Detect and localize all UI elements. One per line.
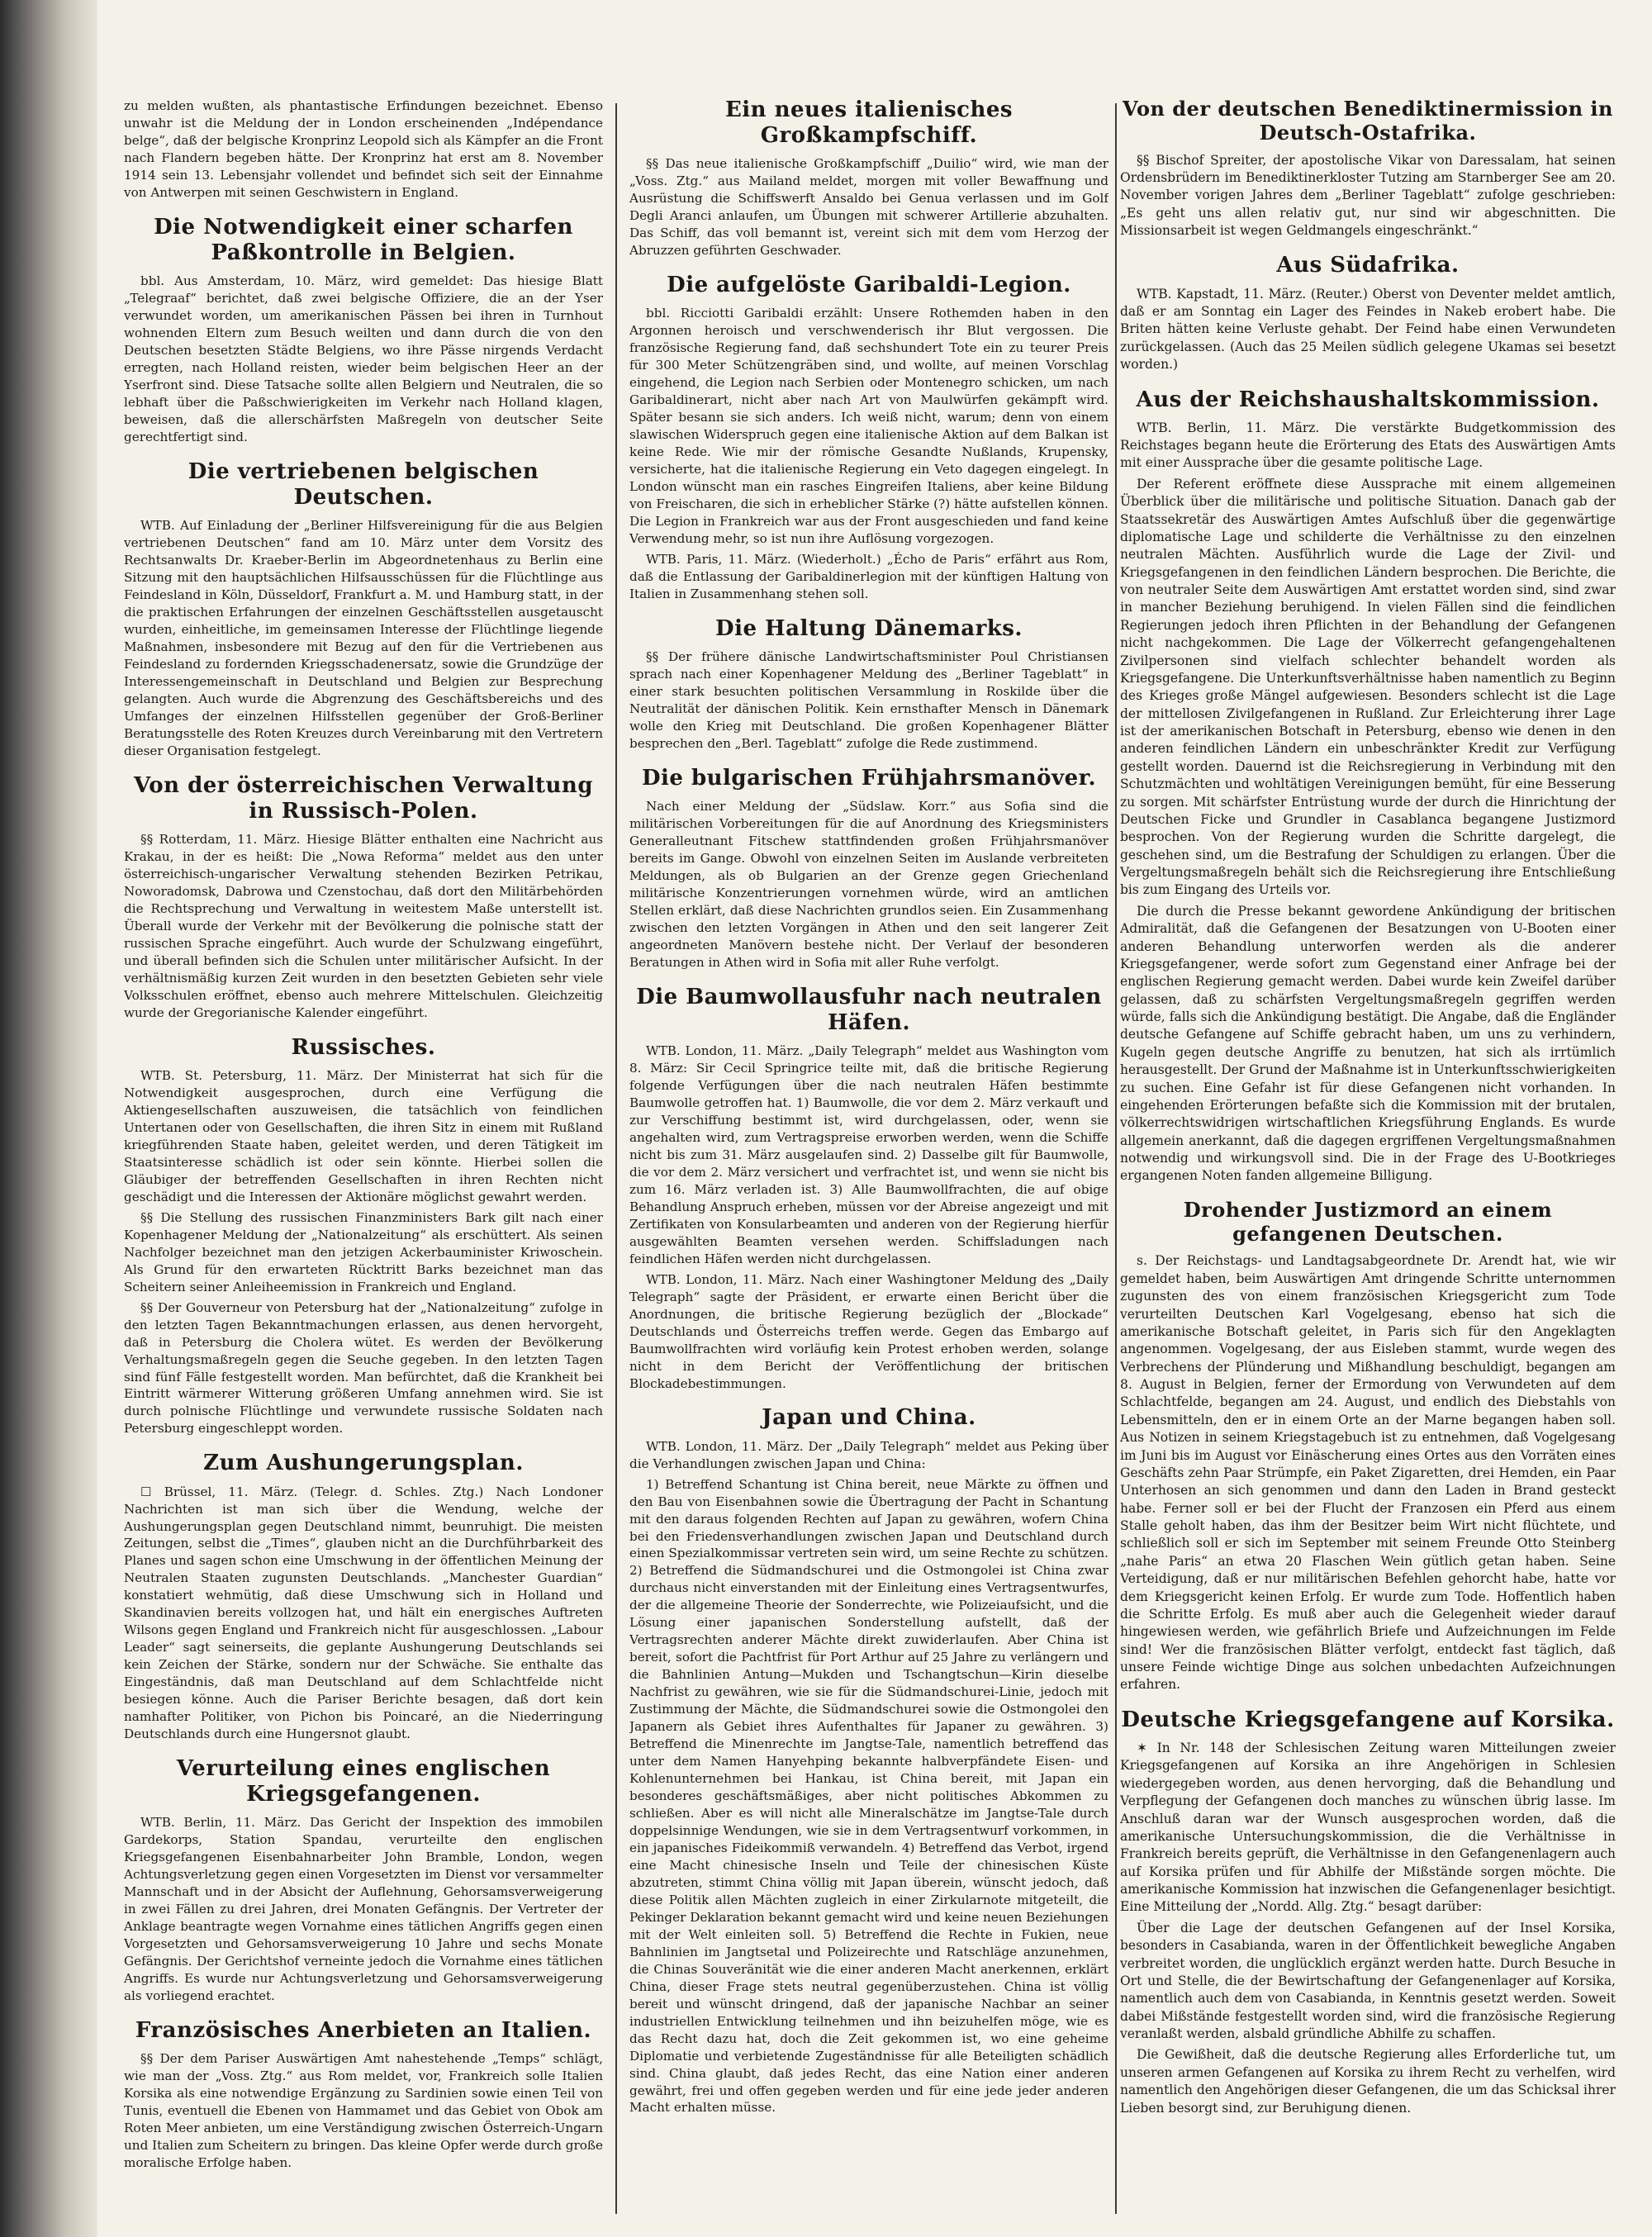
column-right: [1120, 97, 1616, 2212]
headline-justizmord: Drohender Justizmord an einem gefangenen Deutschen.: [1183, 1197, 1553, 1246]
article-text: WTB. Berlin, 11. März. Die verstärkte Budgetkommission des Reichstages begann heute die Erörterung des Etats des Auswärtigen Amts mit einer Aussprache über die gesamte politische Lage.: [1120, 420, 1616, 471]
column-middle: [629, 97, 1108, 2212]
article-text: §§ Der frühere dänische Landwirtschaftsminister Poul Christiansen sprach nach einer Kopenhagener Meldung des „Berliner Tageblatt“ in einer stark besuchten politischen Versammlung in Roskilde über die Neutralität der dänischen Politik. Kein ernsthafter Mensch in Dänemark wolle den Krieg mit Deutschland. Die großen Kopenhagener Blätter besprechen den „Berl. Tageblatt“ zufolge die Rede zustimmend.: [629, 649, 1108, 751]
headline-garibaldi-legion: Die aufgelöste Garibaldi-Legion.: [667, 273, 1071, 298]
column-left: [124, 97, 603, 2212]
article-text: §§ Das neue italienische Großkampfschiff „Duilio“ wird, wie man der „Voss. Ztg.“ aus Mailand meldet, morgen mit voller Bewaffnung und Ausrüstung die Schiffswerft Ansaldo bei Genua verlassen und im Golf Degli Aranci anlaufen, um Übungen mit schwerer Artillerie abzuhalten. Das Schiff, das voll bemannt ist, vereint sich mit dem vom Herzog der Abruzzen geführten Geschwader.: [629, 156, 1108, 259]
headline-korsika: Deutsche Kriegsgefangene auf Korsika.: [1121, 1707, 1615, 1732]
headline-grosskampfschiff: Ein neues italienisches Großkampfschiff.: [724, 97, 1014, 149]
article-text: WTB. London, 11. März. „Daily Telegraph“ meldet aus Washington vom 8. März: Sir Cecil Springrice teilte mit, daß die britische Regierung folgende Verfügungen über die nach neutralen Häfen bestimmte Baumwolle getroffen hat. 1) Baumwolle, die vor dem 2. März verkauft und zur Verschiffung bestimmt ist, wird durchgelassen, oder, wenn sie angehalten wird, zum Vertragspreise erworben werden, wenn die Schiffe nicht bis zum 31. März ausgelaufen sind. 2) Dasselbe gilt für Baumwolle, die vor dem 2. März versichert und verfrachtet ist, und wenn sie nicht bis zum 16. März verladen ist. 3) Alle Baumwollfrachten, die auf obige Behandlung Anspruch erheben, müssen vor der Abreise angezeigt und mit Zertifikaten von Konsularbeamten und anderen von der Regierung hierfür ausgewählten Beamten versehen werden. Schiffsladungen nach feindlichen Häfen werden nicht durchgelassen.: [629, 1043, 1108, 1266]
column-rule: [615, 103, 617, 2214]
article-text: WTB. St. Petersburg, 11. März. Der Ministerrat hat sich für die Notwendigkeit ausgesprochen, durch eine Verfügung die Aktiengesellschaften auszuweisen, die tatsächlich von feindlichen Untertanen oder von Gesellschaften, die ihren Sitz in einem mit Rußland kriegführenden Staate haben, geleitet werden, und deren Tätigkeit im Staatsinteresse schädlich ist oder sein könnte. Hierbei sollen die Gläubiger der betreffenden Gesellschaften in ihren Rechten nicht geschädigt und die Interessen der Aktionäre möglichst gewahrt werden.: [124, 1068, 603, 1204]
article-text: §§ Rotterdam, 11. März. Hiesige Blätter enthalten eine Nachricht aus Krakau, in der es heißt: Die „Nowa Reforma“ meldet aus den unter österreichisch-ungarischer Verwaltung stehenden Bezirken Petrikau, Noworadomsk, Dabrowa und Czenstochau, daß dort den Militärbehörden die Rechtsprechung und Verwaltung in weitestem Maße unterstellt ist. Überall wurde der Verkehr mit der Bevölkerung die polnische statt der russischen Sprache eingeführt. Auch wurde der Schulzwang eingeführt, und überall befinden sich die Schulen unter militärischer Aufsicht. In der verhältnismäßig kurzen Zeit wurden in den besetzten Gebieten sehr viele Volksschulen eröffnet, ebenso auch mehrere Mittelschulen. Gleichzeitig wurde der Gregorianische Kalender eingeführt.: [124, 832, 603, 1020]
headline-passkontrolle: Die Notwendigkeit einer scharfen Paßkontrolle in Belgien.: [154, 214, 573, 265]
headline-baumwollausfuhr: Die Baumwollausfuhr nach neutralen Häfen.: [636, 984, 1102, 1035]
article-text: WTB. Auf Einladung der „Berliner Hilfsvereinigung für die aus Belgien vertriebenen Deutschen“ fand am 10. März unter dem Vorsitz des Rechtsanwalts Dr. Kraeber-Berlin im Abgeordnetenhaus zu Berlin eine Sitzung mit den hauptsächlichen Hilfsausschüssen für die Flüchtlinge aus Feindesland in Köln, Düsseldorf, Frankfurt a. M. und Hamburg statt, in der die praktischen Erfahrungen der einzelnen Geschäftsstellen ausgetauscht wurden, einheitliche, im gemeinsamen Interesse der Flüchtlinge liegende Maßnahmen, insbesondere mit Bezug auf den für die Vertriebenen aus Feindesland zu fordernden Kriegsschadenersatz, sowie die Grundzüge der Interessengemeinschaft in Deutschland und Belgien zur Besprechung gelangten. Auch wurde die Abgrenzung des Geschäftsbereichs und des Umfanges der einzelnen Hilfsstellen gegenüber der Groß-Berliner Beratungsstelle des Roten Kreuzes durch Vereinbarung mit den Vertretern dieser Organisation festgelegt.: [124, 518, 603, 758]
article-text: WTB. Kapstadt, 11. März. (Reuter.) Oberst von Deventer meldet amtlich, daß er am Sonntag ein Lager des Feindes in Nakeb erobert habe. Die Briten hätten keine Verluste gehabt. Der Feind habe einen Verwundeten zurückgelassen. (Auch das 25 Meilen südlich gelegene Ukamas sei besetzt worden.): [1120, 286, 1616, 373]
headline-verurteilung: Verurteilung eines englischen Kriegsgefangenen.: [176, 1756, 551, 1807]
book-binding-gutter: [0, 0, 97, 2237]
headline-suedafrika: Aus Südafrika.: [1276, 253, 1460, 278]
column-rule: [1115, 103, 1117, 2214]
article-text: Die Gewißheit, daß die deutsche Regierung alles Erforderliche tut, um unseren armen Gefangenen auf Korsika zu ihrem Recht zu verhelfen, wird namentlich den Angehörigen dieser Gefangenen, die um das Schicksal ihrer Lieben besorgt sind, zur Beruhigung dienen.: [1120, 2047, 1616, 2116]
article-text: §§ Der dem Pariser Auswärtigen Amt nahestehende „Temps“ schlägt, wie man der „Voss. Ztg.“ aus Rom meldet, vor, Frankreich solle Italien Korsika als eine notwendige Ergänzung zu Sardinien sowie einen Teil von Tunis, eventuell die Ebenen von Hammamet und das Gebiet von Obok am Roten Meer anbieten, um eine Verständigung zwischen Österreich-Ungarn und Italien zum Scheitern zu bringen. Das kleine Opfer werde durch große moralische Erfolge haben.: [124, 2051, 603, 2171]
article-text: §§ Die Stellung des russischen Finanzministers Bark gilt nach einer Kopenhagener Meldung der „Nationalzeitung“ als erschüttert. Als seinen Nachfolger bezeichnet man den jetzigen Ackerbauminister Kriwoschein. Als Grund für den erwarteten Rücktritt Barks bezeichnet man das Scheitern seiner Anleiheemission in Frankreich und England.: [124, 1209, 603, 1294]
headline-aushungerungsplan: Zum Aushungerungsplan.: [203, 1451, 524, 1476]
article-text: Nach einer Meldung der „Südslaw. Korr.“ aus Sofia sind die militärischen Vorbereitungen für die auf Anordnung des Kriegsministers Generalleutnant Fitschew stattfindenden großen Frühjahrsmanöver bereits im Gange. Obwohl von einzelnen Seiten im Auslande verbreiteten Meldungen, als ob Bulgarien an der Grenze gegen Griechenland militärische Konzentrierungen vornehmen würde, wird an amtlichen Stellen erklärt, daß diese Nachrichten grundlos seien. Ein Zusammenhang zwischen den letzten Vorgängen in Athen und den seit langerer Zeit angeordneten Manövern bestehe nicht. Der Verlauf der besonderen Beratungen in Athen wird in Sofia mit aller Ruhe verfolgt.: [629, 799, 1108, 970]
article-text: WTB. London, 11. März. Nach einer Washingtoner Meldung des „Daily Telegraph“ sagte der Präsident, er erwarte einen Bericht über die Anordnungen, die britische Regierung bezüglich der „Blockade“ Deutschlands und Österreichs treffen werde. Gegen das Embargo auf Baumwollfrachten wird vorläufig kein Protest erhoben werden, solange nicht in dem Bericht der Veröffentlichung der britischen Blockadebestimmungen.: [629, 1271, 1108, 1391]
article-text: ☐ Brüssel, 11. März. (Telegr. d. Schles. Ztg.) Nach Londoner Nachrichten ist man sich über die Wendung, welche der Aushungerungsplan gegen Deutschland nimmt, beunruhigt. Die meisten Zeitungen, selbst die „Times“, glauben nicht an die Durchführbarkeit des Planes und sagen schon eine Umschwung in der öffentlichen Meinung der Neutralen Staaten zugunsten Deutschlands. „Manchester Guardian“ konstatiert wehmütig, daß diese Umschwung sich in Holland und Skandinavien bereits vollzogen hat, und hält ein energisches Auftreten Wilsons gegen England und Frankreich nicht für ausgeschlossen. „Labour Leader“ sagt seinerseits, die geplante Aushungerung Deutschlands sei kein Zeichen der Stärke, sondern nur der Schwäche. Sie enthalte das Eingeständnis, daß man Deutschland auf dem Schlachtfelde nicht besiegen könne. Auch die Pariser Berichte besagen, daß dort kein namhafter Politiker, von Pichon bis Poincaré, an die Niederringung Deutschlands durch eine Hungersnot glaubt.: [124, 1484, 603, 1742]
article-text: §§ Bischof Spreiter, der apostolische Vikar von Daressalam, hat seinen Ordensbrüdern im Benediktinerkloster Tutzing am Starnberger See am 20. November vorigen Jahres dem „Berliner Tageblatt“ zufolge geschrieben: „Es geht uns allen relativ gut, nur sind wir abgeschnitten. Die Missionsarbeit ist wegen Geldmangels eingeschränkt.“: [1120, 152, 1616, 239]
article-text: WTB. London, 11. März. Der „Daily Telegraph“ meldet aus Peking über die Verhandlungen zwischen Japan und China:: [629, 1438, 1108, 1471]
headline-benediktinermission: Von der deutschen Benediktinermission in Deutsch-Ostafrika.: [1123, 97, 1613, 145]
article-text: Die durch die Presse bekannt gewordene Ankündigung der britischen Admiralität, daß die Gefangenen der Besatzungen von U-Booten einer anderen Behandlung unterworfen werden als die anderer Kriegsgefangener, werde sofort zum Gegenstand einer Anfrage bei der englischen Regierung gemacht werden. Dabei wurde kein Zweifel darüber gelassen, daß zu schärfsten Vergeltungsmaßregeln gegriffen werden würde, falls sich die Ankündigung bestätigt. Die Angabe, daß die Engländer deutsche Gefangene auf Schiffe gebracht haben, um uns zu verhindern, Kugeln gegen deutsche Angriffe zu benutzen, hat sich als irrtümlich herausgestellt. Der Grund der Maßnahme ist in Unterkunftsschwierigkeiten zu suchen. Eine Gefahr ist für diese Gefangenen nicht vorhanden. In eingehenden Erörterungen befaßte sich die Kommission mit der brutalen, völkerrechtswidrigen wirtschaftlichen Kriegsführung Englands. Es wurde allgemein anerkannt, daß die dagegen ergriffenen Vergeltungsmaßnahmen notwendig und wirkungsvoll sind. Die in der Frage des U-Bootkrieges ergangenen Noten fanden allgemeine Billigung.: [1120, 903, 1616, 1184]
article-text: WTB. Paris, 11. März. (Wiederholt.) „Écho de Paris“ erfährt aus Rom, daß die Entlassung der Garibaldinerlegion mit der künftigen Haltung von Italien in Zusammenhang stehen soll.: [629, 551, 1108, 601]
headline-russisches: Russisches.: [291, 1034, 436, 1060]
article-text: s. Der Reichstags- und Landtagsabgeordnete Dr. Arendt hat, wie wir gemeldet haben, beim Auswärtigen Amt dringende Schritte unternommen zugunsten des von einem französischen Kriegsgericht zum Tode verurteilten Deutschen Karl Vogelgesang, ebenso hat sich die amerikanische Botschaft geleitet, in Paris sich für den Angeklagten angenommen. Vogelgesang, der aus Eisleben stammt, wurde wegen des Verbrechens der Plünderung und Mißhandlung beschuldigt, begangen am 8. August in Belgien, ferner der Ermordung von Verwundeten auf dem Schlachtfelde, begangen am 24. August, und endlich des Diebstahls von Lebensmitteln, den er in einem Orte an der Marne begangen haben soll. Aus Notizen in seinem Kriegstagebuch ist zu entnehmen, daß Vogelgesang im Juni bis im August vor Einäscherung eines Ortes aus den Vorräten eines Geschäfts zehn Paar Strümpfe, ein Paket Zigaretten, drei Hemden, ein Paar Unterhosen an sich genommen und dann den Laden in Brand gesteckt habe. Ferner soll er bei der Flucht der Franzosen ein Pferd aus einem Stalle geholt haben, das ihm der Besitzer beim Wirt nicht flüchtete, und schließlich soll er sich im September mit seinem Freunde Otto Steinberg „nahe Paris“ an etwa 20 Flaschen Wein gütlich getan haben. Seine Verteidigung, daß er nur militärischen Befehlen gehorcht habe, hatte vor dem Kriegsgericht keinen Erfolg. Er wurde zum Tode. Hoffentlich haben die Schritte Erfolg. Es muß aber auch die Gelegenheit wieder darauf hingewiesen werden, wie gefährlich Briefe und Aufzeichnungen im Felde sind! Wer die französischen Blätter verfolgt, entdeckt fast täglich, daß unsere Feinde wichtige Dinge aus solchen unbedachten Aufzeichnungen erfahren.: [1120, 1253, 1616, 1693]
headline-japan-china: Japan und China.: [762, 1405, 976, 1431]
article-text: Über die Lage der deutschen Gefangenen auf der Insel Korsika, besonders in Casabianda, waren in der Öffentlichkeit bewegliche Angaben verbreitet worden, die unglücklich ergänzt werden hatte. Durch Besuche in Ort und Stelle, die der Bewirtschaftung der Gefangenenlager auf Korsika, namentlich auch dem von Casabianda, in Kenntnis gesetzt werden. Soweit dabei Mißstände festgestellt worden sind, wird die französische Regierung veranlaßt werden, alsbald gründliche Abhilfe zu schaffen.: [1120, 1920, 1616, 2041]
article-text: ✶ In Nr. 148 der Schlesischen Zeitung waren Mitteilungen zweier Kriegsgefangenen auf Korsika an ihre Angehörigen in Schlesien wiedergegeben worden, aus denen hervorging, daß die Behandlung und Verpflegung der Gefangenen doch manches zu wünschen übrig lasse. Im Anschluß daran war der Wunsch ausgesprochen worden, daß die amerikanische Untersuchungskommission, die die Verhältnisse in Frankreich bereits geprüft, die Verhältnisse in den Gefangenenlagern auch auf Korsika prüfen und für Abhilfe der Mißstände sorgen möchte. Die amerikanische Kommission hat inzwischen die Gefangenenlager besichtigt. Eine Mitteilung der „Nordd. Allg. Ztg.“ besagt darüber:: [1120, 1741, 1616, 1915]
article-continuation: zu melden wußten, als phantastische Erfindungen bezeichnet. Ebenso unwahr ist die Meldung der in London erscheinenden „Indépendance belge“, daß der belgische Kronprinz Leopold sich als Kämpfer an die Front nach Flandern begeben hätte. Der Kronprinz hat erst am 8. November 1914 sein 13. Lebensjahr vollendet und befindet sich seit der Einnahme von Antwerpen mit seinen Geschwistern in England.: [124, 98, 603, 200]
article-text: bbl. Ricciotti Garibaldi erzählt: Unsere Rothemden haben in den Argonnen heroisch und verschwenderisch ihr Blut vergossen. Die französische Regierung fand, daß sechshundert Tote ein zu teurer Preis für 300 Meter Schützengräben sind, und wollte, auf meinen Vorschlag eingehend, die Legion nach Serbien oder Montenegro schicken, um nach Garibaldinerart, nicht aber nach Art von Maulwürfen gekämpft wird. Später besann sie sich anders. Ich weiß nicht, warum; denn von einem slawischen Widerspruch gegen eine italienische Aktion auf dem Balkan ist keine Rede. Wie mir der römische Gesandte Nußlands, Krupensky, versicherte, hat die italienische Regierung ein Veto dagegen eingelegt. In London wünscht man ein rasches Eingreifen Italiens, aber keine Bildung von Freischaren, die sich in erheblicher Stärke (?) hätte aufstellen können. Die Legion in Frankreich war aus der Front ausgeschieden und fand keine Verwendung mehr, so ist nun ihre Auflösung vorgezogen.: [629, 306, 1108, 546]
headline-russisch-polen: Von der österreichischen Verwaltung in Russisch-Polen.: [133, 772, 593, 824]
article-text: bbl. Aus Amsterdam, 10. März, wird gemeldet: Das hiesige Blatt „Telegraaf“ berichtet, daß zwei belgische Offiziere, die an der Yser verwundet worden, um amerikanischen Pässen bei ihren in Turnhout wohnenden Eltern zum Besuch weilten und dann durch die von den Deutschen besetzten Städte Belgiens, wo ihre Pässe nirgends Verdacht erregten, nach Holland reisten, wieder beim belgischen Heer an der Yserfront sind. Diese Tatsache sollte allen Belgiern und Neutralen, die so lebhaft über die Paßschwierigkeiten im Verkehr nach Holland klagen, beweisen, daß die allerschärfsten Maßregeln von deutscher Seite gerechtfertigt sind.: [124, 273, 603, 444]
headline-vertriebene-deutsche: Die vertriebenen belgischen Deutschen.: [188, 458, 539, 511]
article-text: 1) Betreffend Schantung ist China bereit, neue Märkte zu öffnen und den Bau von Eisenbahnen sowie die Übertragung der Pacht in Schantung mit den daraus folgenden Rechten auf Japan zu gewähren, wofern China bei den Friedensverhandlungen zwischen Japan und Deutschland durch einen Spezialkommissar vertreten sein wird, um seine Rechte zu schützen. 2) Betreffend die Südmandschurei und die Ostmongolei ist China zwar durchaus nicht einverstanden mit der Einleitung eines Vertragsentwurfes, der die allgemeine Theorie der Sonderrechte, wie Polizeiaufsicht, und die Lösung einer japanischen Sonderstellung aufstellt, daß der Vertragsrechten anderer Mächte direkt zuwiderlaufen. Aber China ist bereit, sofort die Pachtfrist für Port Arthur auf 25 Jahre zu verlängern und die Bahnlinien Antung—Mukden und Tschangtschun—Kirin dieselbe Nachfrist zu gewähren, wie sie für die Südmandschurei-Linie, jedoch mit Zustimmung der Mächte, die Südmandschurei sowie die Ostmongolei den Japanern als Gebiet ihres Aufenthaltes für Japaner zu gewähren. 3) Betreffend die Minenrechte im Jangtse-Tale, namentlich betreffend das unter dem Namen Hanyehping bekannte halbverpfändete Eisen- und Kohlenunternehmen bei Hankau, ist China bereit, mit Japan ein besonderes geschäftsmäßiges, aber nicht politisches Abkommen zu schließen. Aber es will nicht alle Mineralschätze im Jangtse-Tale durch doppelsinnige Wendungen, wie sie in dem Vertragsentwurf vorkommen, in ein japanisches Fideikommiß verwandeln. 4) Betreffend das Verbot, irgend eine Macht chinesische Inseln und Teile der chinesischen Küste abzutreten, stimmt China völlig mit Japan überein, wünscht jedoch, daß diese Politik allen Mächten zugleich in einer Zirkularnote mitgeteilt, die Pekinger Deklaration bekannt gemacht wird und keine neuen Beziehungen mit der Welt einleiten soll. 5) Betreffend die Rechte in Fukien, neue Bahnlinien im Jangtsetal und Polizeirechte und Ratschläge anzunehmen, die Chinas Souveränität wie die einer anderen Macht anerkennen, erklärt China, dieser Frage stets neutral gegenüberzustehen. China ist völlig bereit und wünscht dringend, daß der japanische Nachbar an seiner industriellen Entwicklung teilnehmen und ihn beizuhelfen möge, wie es das Recht dazu hat, doch die Zeit gekommen ist, wo eine geheime Diplomatie und verbietende Zugeständnisse für alle Beteiligten schädlich sind. China glaubt, daß jedes Recht, das eine Nation einer anderen gewährt, frei und offen gegeben werden und für eine jede jeder anderen Macht erhalten müsse.: [629, 1476, 1108, 2116]
headline-anerbieten-italien: Französisches Anerbieten an Italien.: [135, 2018, 592, 2044]
headline-bulgarische-manoever: Die bulgarischen Frühjahrsmanöver.: [641, 765, 1097, 791]
article-text: Der Referent eröffnete diese Aussprache mit einem allgemeinen Überblick über die militärische und politische Situation. Danach gab der Staatssekretär des Auswärtigen Amtes Aufschluß über die gegenwärtige diplomatische Lage und schilderte die Verhältnisse zu den einzelnen neutralen Mächten. Ausführlich wurde die Lage der Zivil- und Kriegsgefangenen in den feindlichen Ländern besprochen. Die Berichte, die von neutraler Seite dem Auswärtigen Amt erstattet worden sind, sind zwar in mancher Beziehung beruhigend. In vielen Fällen sind die feindlichen Regierungen jedoch ihren Pflichten in der Behandlung der Gefangenen nicht nachgekommen. Die Lage der Völkerrecht gefangengehaltenen Zivilpersonen sind vielfach schlechter behandelt worden als Kriegsgefangene. Die Unterkunftsverhältnisse haben namentlich zu Beginn des Krieges große Mängel aufgewiesen. Besonders schlecht ist die Lage der mittellosen Zivilgefangenen in Rußland. Zur Erleichterung ihrer Lage ist der amerikanischen Botschaft in Petersburg, ebenso wie denen in den anderen feindlichen Ländern ein unbeschränkter Kredit zur Verfügung gestellt worden. Dauernd ist die Reichsregierung in Verbindung mit den Schutzmächten und wohltätigen Vereinigungen bemüht, für eine Besserung zu sorgen. Mit schärfster Entrüstung wurde der durch die Hinrichtung der Deutschen Ficke und Grundler in Casablanca begangene Justizmord besprochen. Von der Regierung wurden die Schritte dargelegt, die geschehen sind, um die Bestrafung der Schuldigen zu erlangen. Über die Vergeltungsmaßregeln behält sich die Reichsregierung ihre Entschließung bis zum Eingang des Urteils vor.: [1120, 476, 1616, 898]
article-text: §§ Der Gouverneur von Petersburg hat der „Nationalzeitung“ zufolge in den letzten Tagen Bekanntmachungen erlassen, aus denen hervorgeht, daß in Petersburg die Cholera wütet. Es werden der Bevölkerung Verhaltungsmaßregeln gegen die Seuche gegeben. In den letzten Tagen sind fünf Fälle festgestellt worden. Man befürchtet, daß die Krankheit bei Eintritt wärmerer Witterung größeren Umfang annehmen wird. Sie ist durch polnische Flüchtlinge und verwundete russische Soldaten nach Petersburg eingeschleppt worden.: [124, 1299, 603, 1437]
headline-daenemark: Die Haltung Dänemarks.: [715, 615, 1023, 641]
article-text: WTB. Berlin, 11. März. Das Gericht der Inspektion des immobilen Gardekorps, Station Spandau, verurteilte den englischen Kriegsgefangenen Eisenbahnarbeiter John Bramble, London, wegen Achtungsverletzung gegen einen Vorgesetzten im Dienst vor versammelter Mannschaft und in der Absicht der Auflehnung, Gehorsamsverweigerung in zwei Fällen zu drei Jahren, drei Monaten Gefängnis. Der Vertreter der Anklage beantragte wegen Vornahme eines tätlichen Angriffs gegen einen Vorgesetzten und Gehorsamsverweigerung 10 Jahre und sechs Monate Gefängnis. Der Gerichtshof verneinte jedoch die Vornahme eines tätlichen Angriffs. Es wurde nur Achtungsverletzung und Gehorsamsverweigerung als vorliegend erachtet.: [124, 1815, 603, 2004]
headline-reichshaushaltskommission: Aus der Reichshaushaltskommission.: [1136, 387, 1600, 412]
